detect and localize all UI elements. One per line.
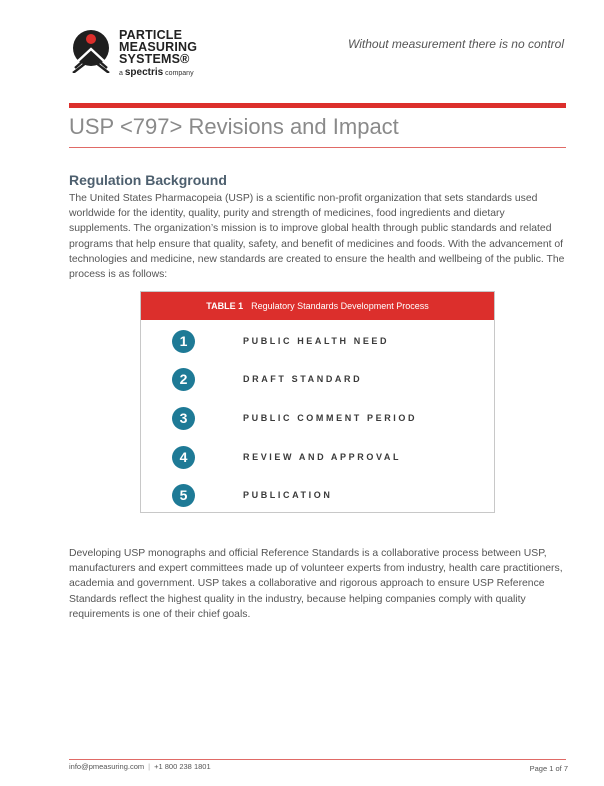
table-label: TABLE 1 [206,301,244,311]
tagline: Without measurement there is no control [348,37,564,51]
step-label: DRAFT STANDARD [243,374,363,384]
step-label: PUBLICATION [243,490,333,500]
header-divider [69,103,566,108]
company-logo [69,29,219,81]
logo-sub-brand: spectris [124,67,164,78]
section-heading: Regulation Background [69,172,227,188]
step-label: PUBLIC HEALTH NEED [243,336,390,346]
process-step [141,407,494,431]
step-label: REVIEW AND APPROVAL [243,452,402,462]
logo-sub-prefix: a [119,70,123,77]
logo-line-3: SYSTEMS® [119,52,190,66]
logo-subline [119,67,194,78]
table-caption: Regulatory Standards Development Process [251,301,429,311]
title-divider [69,147,566,148]
particle-logo-icon [69,29,113,73]
page-title: USP <797> Revisions and Impact [69,114,399,139]
footer-phone: +1 800 238 1801 [154,762,211,771]
footer-email-link[interactable]: info@pmeasuring.com [69,762,145,771]
page-number: Page 1 of 7 [529,764,568,773]
step-label: PUBLIC COMMENT PERIOD [243,413,418,423]
process-step [141,368,494,392]
process-step [141,330,494,354]
step-number-badge: 5 [172,484,195,507]
intro-paragraph: The United States Pharmacopeia (USP) is a scientific non-profit organization that sets standards used worldwide for the identity, quality, purity and strength of medicines, food ingredients and dietary supplements. The organization’s mission is to improve global health through public standards and related programs that help ensure that quality, safety, and benefit of medicines and foods. With the advancement of technologies and medicine, new standards are created to ensure the health and wellbeing of the public. The process is as follows: [69,193,565,281]
logo-sub-suffix: company [165,70,194,77]
step-number-badge: 2 [172,368,195,391]
process-table [140,291,495,513]
footer-contact [69,762,211,771]
step-number-badge: 4 [172,446,195,469]
process-step [141,446,494,470]
step-number-badge: 3 [172,407,195,430]
process-step [141,484,494,508]
step-number-badge: 1 [172,330,195,353]
table-header [141,292,494,320]
closing-paragraph: Developing USP monographs and official Reference Standards is a collaborative process between USP, manufacturers and expert committees made up of volunteer experts from industry, health care practitioners, academia and government. USP takes a collaborative and rigorous approach to ensure USP Reference Standards reflect the highest quality in the industry, because helping companies comply with quality requirements is one of their chief goals. [69,548,563,620]
logo-line-2: MEASURING [119,40,198,54]
footer-divider [69,759,566,760]
logo-wordmark [119,29,197,65]
footer-separator: | [148,762,151,771]
logo-line-1: PARTICLE [119,28,183,42]
